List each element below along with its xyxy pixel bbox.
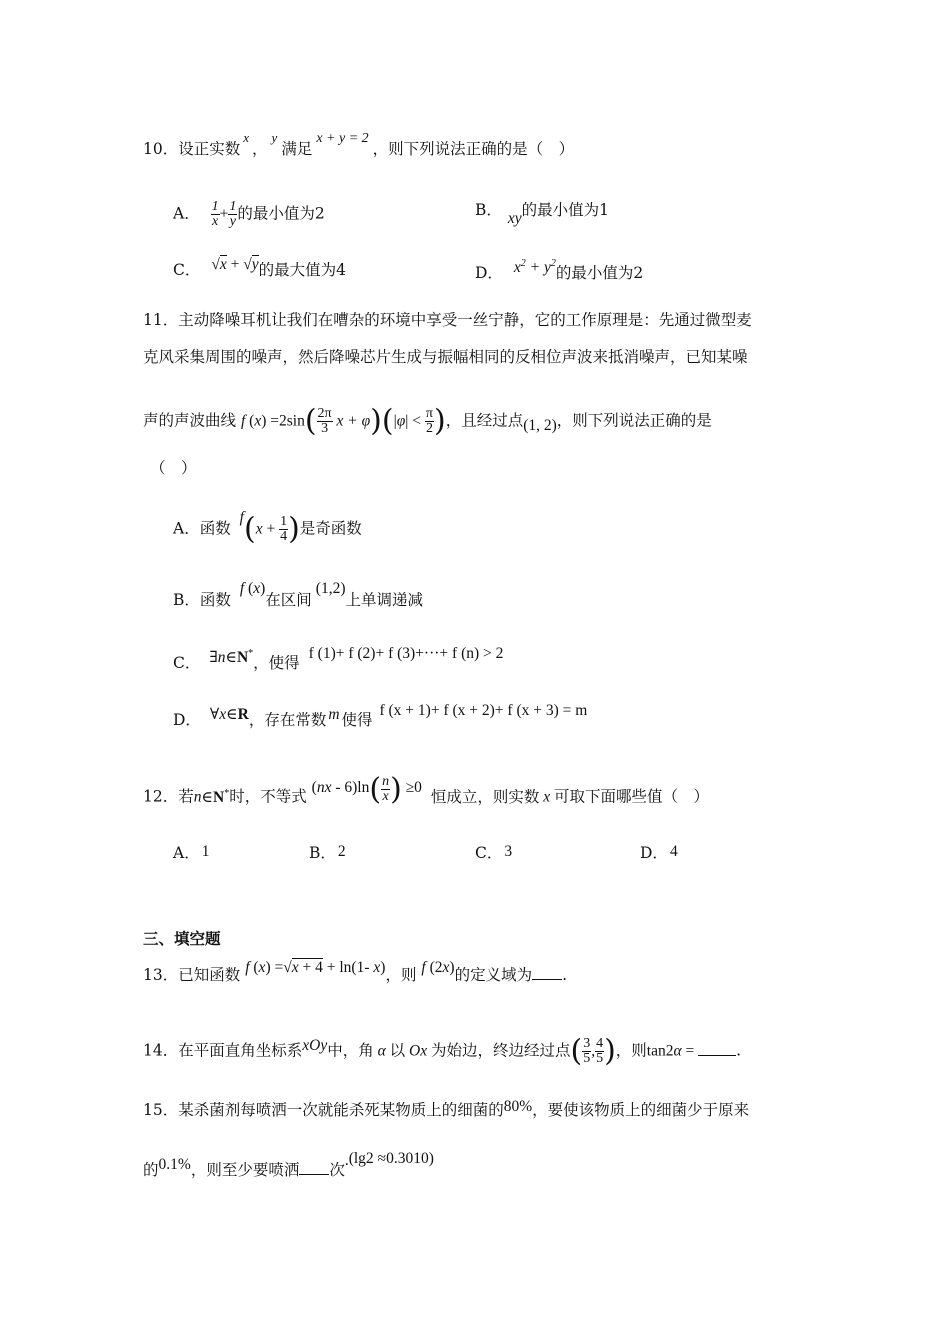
question-14: 14．在平面直角坐标系xOy中，角 α 以 Ox 为始边，终边经过点( $\frac{3}{5}$ , $\frac{4}{5}$ )，则tan2α = . (143, 1033, 742, 1069)
q11-option-a: A．函数 f(x + $\frac{1}{4}$ )是奇函数 (173, 508, 362, 547)
question-15-line1: 15．某杀菌剂每喷洒一次就能杀死某物质上的细菌的80%，要使该物质上的细菌少于原来 (143, 1098, 750, 1119)
question-13: 13．已知函数 f (x) =√x + 4 + ln(1- x)，则 f (2x)的定义域为 . (143, 959, 568, 984)
question-11-paren: （ ） (150, 459, 197, 477)
q10-option-c: C． √x + √y的最大值为4 (173, 256, 346, 279)
q11-option-b: B．函数 f (x)在区间(1,2)上单调递减 (173, 580, 423, 609)
question-10: 10．设正实数$^x$，$^y$满足x + y = 2，则下列说法正确的是（ ） (143, 130, 575, 158)
question-15-line2: 的0.1%，则至少要喷洒 次.(lg2 ≈0.3010) (143, 1150, 434, 1179)
question-11-line1: 11．主动降噪耳机让我们在嘈杂的环境中享受一丝宁静，它的工作原理是：先通过微型麦 (143, 311, 752, 329)
question-11-line2: 克风采集周围的噪声，然后降噪芯片生成与振幅相同的反相位声波来抵消噪声，已知某噪 (143, 348, 748, 366)
q11-option-d: D． ∀x∈R，存在常数 m 使得 f (x + 1)+ f (x + 2)+ f (x + 3) = m (173, 702, 588, 729)
q12-option-d: D． 4 (640, 843, 678, 862)
question-12: 12．若n∈N*时，不等式 (nx - 6)ln( $\frac{n}{x}$ ) ≥0 恒成立，则实数 x 可取下面哪些值（ ） (143, 771, 710, 807)
q12-option-c: C． 3 (475, 843, 513, 862)
q10-option-b: B． xy的最小值为1 (475, 201, 610, 227)
question-11-line3: 声的声波曲线 f (x) =2sin( $\frac{2\pi}{3}$ x + φ)(|φ| < $\frac{\pi}{2}$ )，且经过点(1, 2)，则下列说法正确的是 (143, 403, 712, 439)
section-heading: 三、填空题 (143, 929, 221, 948)
q10-option-a: A． $\frac{1}{x}$ + $\frac{1}{y}$ 的最小值为2 (173, 199, 325, 229)
q11-option-c: C． ∃n∈N*，使得 f (1)+ f (2)+ f (3)+···+ f (n) > 2 (173, 645, 504, 673)
q12-option-a: A． 1 (173, 843, 210, 862)
q10-option-d: D． $x^2 + y^2$的最小值为2 (475, 258, 644, 283)
q12-option-b: B． 2 (309, 843, 346, 862)
